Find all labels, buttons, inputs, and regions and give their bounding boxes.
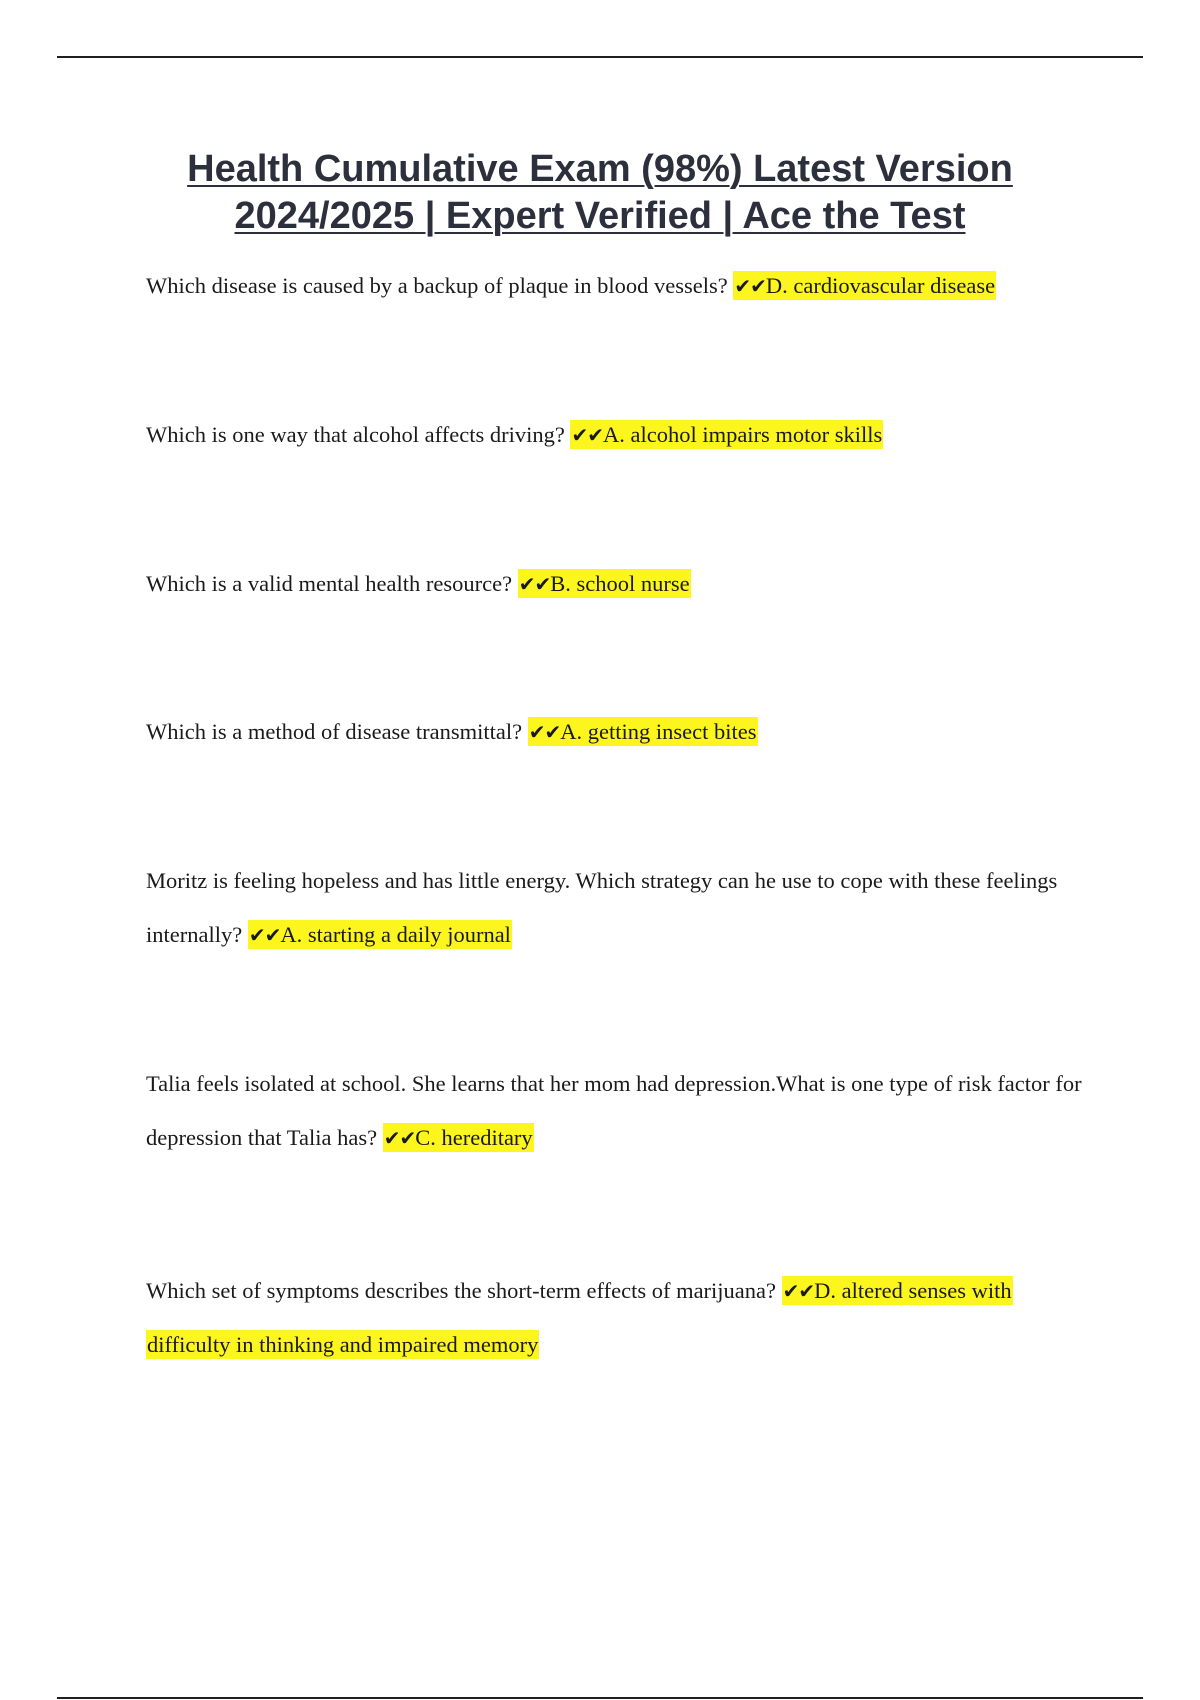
answer-highlight — [528, 717, 758, 746]
double-check-icon: ✔✔ — [782, 1279, 815, 1303]
double-check-icon: ✔✔ — [518, 572, 551, 596]
double-check-icon: ✔✔ — [528, 720, 561, 744]
answer-text: B. school nurse — [550, 571, 690, 596]
question-text: Which is a valid mental health resource? — [146, 571, 513, 596]
question-text: Which set of symptoms describes the short-term effects of marijuana? — [146, 1278, 777, 1303]
double-check-icon: ✔✔ — [571, 423, 603, 447]
answer-highlight — [733, 271, 996, 300]
answer-text: A. starting a daily journal — [280, 922, 511, 947]
question-text: Talia feels isolated at school. She learns that her mom had depression.What is one type of risk factor for depression that Talia has? — [146, 1071, 1082, 1150]
qa-item-4 — [146, 705, 1086, 759]
qa-item-7 — [146, 1264, 1086, 1372]
question-text: Moritz is feeling hopeless and has little energy. Which strategy can he use to cope with these feelings internally? — [146, 868, 1058, 947]
double-check-icon: ✔✔ — [383, 1126, 416, 1150]
double-check-icon: ✔✔ — [248, 923, 281, 947]
qa-item-6 — [146, 1057, 1086, 1165]
answer-text: D. cardiovascular disease — [765, 273, 996, 298]
answer-highlight — [570, 420, 883, 449]
qa-item-5 — [146, 854, 1086, 962]
answer-highlight — [383, 1123, 534, 1152]
question-text: Which is one way that alcohol affects driving? — [146, 422, 565, 447]
qa-item-1 — [146, 259, 1086, 313]
qa-item-2 — [146, 408, 1086, 462]
bottom-rule — [57, 1697, 1143, 1699]
answer-text: A. getting insect bites — [560, 719, 757, 744]
answer-text: C. hereditary — [415, 1125, 533, 1150]
answer-highlight — [518, 569, 691, 598]
answer-text: A. alcohol impairs motor skills — [602, 422, 883, 447]
question-text: Which is a method of disease transmittal? — [146, 719, 523, 744]
top-rule — [57, 56, 1143, 58]
answer-highlight — [248, 920, 512, 949]
qa-item-3 — [146, 557, 1086, 611]
document-title: Health Cumulative Exam (98%) Latest Version 2024/2025 | Expert Verified | Ace the Test — [187, 148, 1013, 237]
answer-text: D. altered senses with difficulty in thinking and impaired memory — [147, 1278, 1012, 1357]
question-text: Which disease is caused by a backup of plaque in blood vessels? — [146, 273, 728, 298]
double-check-icon: ✔✔ — [734, 274, 766, 298]
